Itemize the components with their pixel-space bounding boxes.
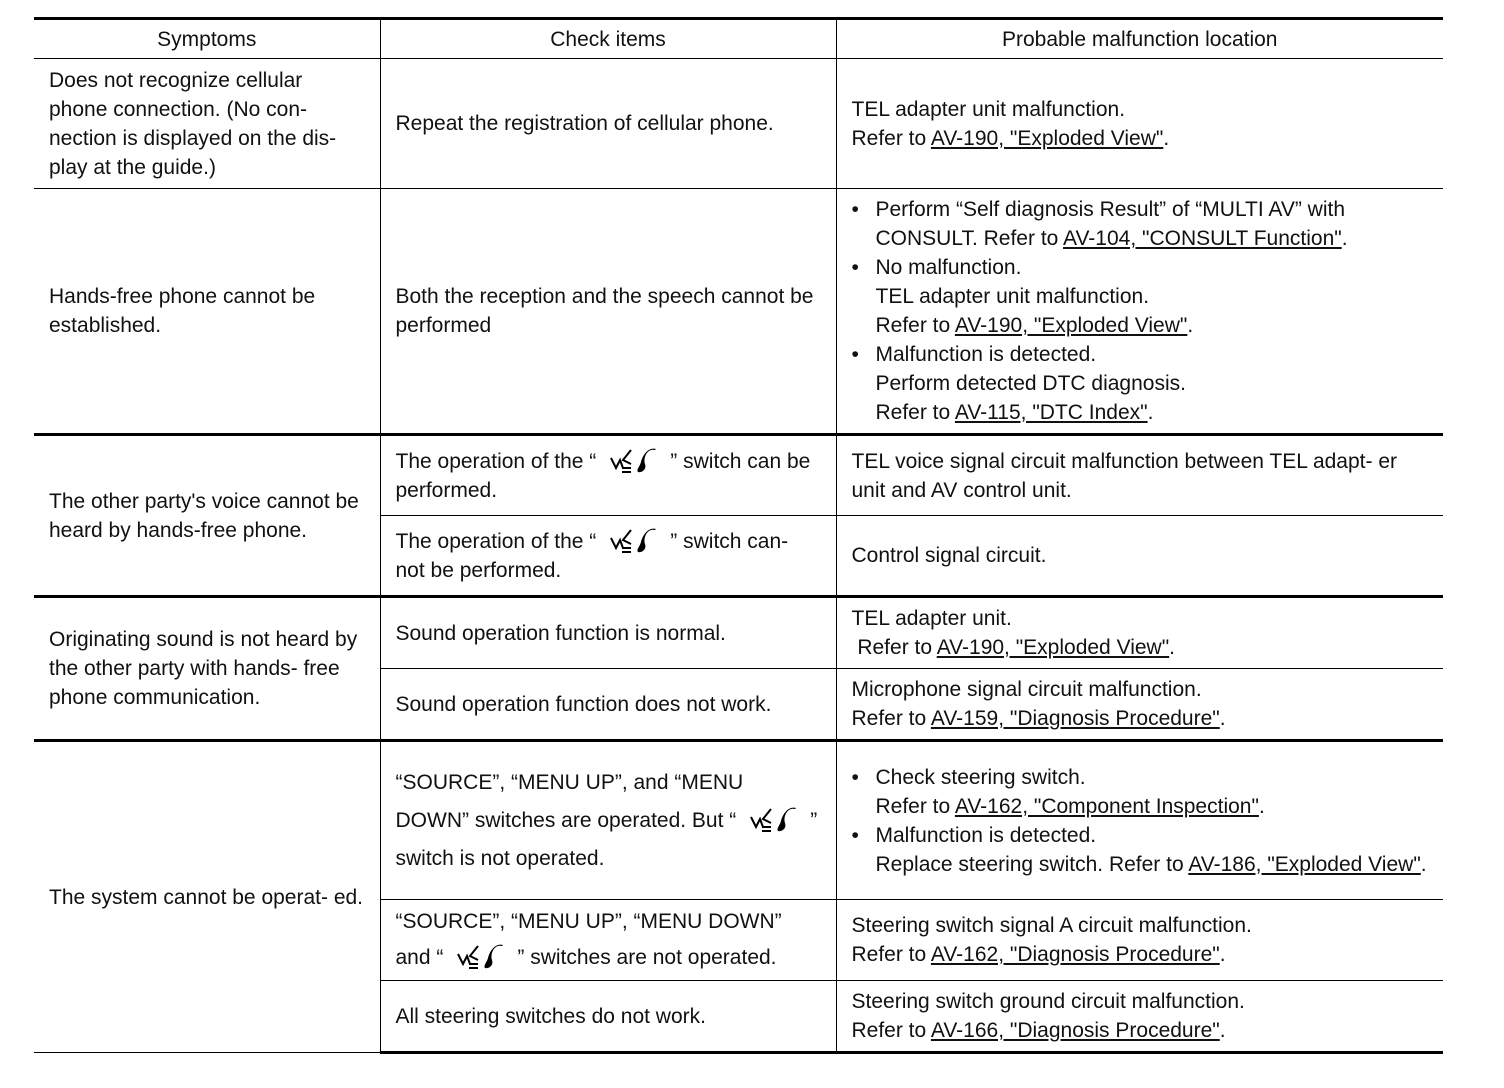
handsfree-talk-icon — [445, 942, 515, 970]
ref-link-av190[interactable]: AV-190, "Exploded View" — [954, 314, 1188, 337]
location-cell: TEL adapter unit. Refer to AV-190, "Exploded View". — [836, 597, 1443, 669]
list-item: • Malfunction is detected. Perform detected DTC diagnosis. Refer to AV-115, "DTC Index". — [852, 340, 1430, 427]
table-row — [34, 189, 1443, 435]
location-cell: Control signal circuit. — [836, 516, 1443, 597]
diagnosis-table — [34, 17, 1443, 1054]
ref-prefix: Refer to — [851, 126, 931, 150]
location-cell: Steering switch ground circuit malfunction. Refer to AV-166, "Diagnosis Procedure". — [836, 981, 1443, 1053]
symptom-cell: The system cannot be operat- ed. — [34, 741, 380, 1053]
ref-link-av104[interactable]: AV-104, "CONSULT Function" — [1063, 227, 1342, 250]
check-cell: “SOURCE”, “MENU UP”, “MENU DOWN” and “ ” switches are not operated. — [380, 900, 836, 981]
location-cell: Microphone signal circuit malfunction. Refer to AV-159, "Diagnosis Procedure". — [836, 669, 1443, 741]
ref-link-av190[interactable]: AV-190, "Exploded View" — [936, 636, 1170, 659]
check-cell: Sound operation function is normal. — [380, 597, 836, 669]
header-malfunction-location: Probable malfunction location — [836, 19, 1443, 59]
ref-link-av162[interactable]: AV-162, "Component Inspection" — [954, 794, 1259, 818]
ref-link-av159[interactable]: AV-159, "Diagnosis Procedure" — [930, 707, 1220, 730]
handsfree-talk-icon — [738, 805, 808, 833]
check-cell: Repeat the registration of cellular phone. — [380, 59, 836, 189]
period: . — [1163, 126, 1170, 150]
symptom-cell: Hands-free phone cannot be established. — [34, 189, 380, 435]
table-row — [34, 435, 1443, 516]
table-row — [34, 741, 1443, 900]
handsfree-talk-icon — [598, 526, 668, 554]
header-check-items: Check items — [380, 19, 836, 59]
ref-link-av162[interactable]: AV-162, "Diagnosis Procedure" — [930, 943, 1220, 966]
check-cell: Both the reception and the speech cannot be performed — [380, 189, 836, 435]
list-item: • No malfunction. TEL adapter unit malfunction. Refer to AV-190, "Exploded View". — [852, 253, 1430, 340]
check-cell: The operation of the “ ” switch can- not be performed. — [380, 516, 836, 597]
location-text: TEL adapter unit malfunction. — [851, 97, 1126, 121]
ref-link-av190[interactable]: AV-190, "Exploded View" — [930, 126, 1164, 150]
check-cell: The operation of the “ ” switch can be performed. — [380, 435, 836, 516]
symptom-cell: Does not recognize cellular phone connection. (No con- nection is displayed on the dis- play at the guide.) — [34, 59, 380, 189]
location-cell — [836, 59, 1443, 189]
check-cell: Sound operation function does not work. — [380, 669, 836, 741]
location-cell — [836, 741, 1443, 900]
ref-link-av166[interactable]: AV-166, "Diagnosis Procedure" — [930, 1019, 1220, 1042]
ref-link-av115[interactable]: AV-115, "DTC Index" — [954, 401, 1148, 424]
symptom-cell: Originating sound is not heard by the other party with hands- free phone communication. — [34, 597, 380, 741]
handsfree-talk-icon — [598, 446, 668, 474]
location-cell — [836, 189, 1443, 435]
list-item: • Malfunction is detected. Replace steering switch. Refer to AV-186, "Exploded View". — [852, 821, 1430, 879]
table-row — [34, 597, 1443, 669]
bullet-list — [852, 763, 1430, 879]
location-cell: Steering switch signal A circuit malfunction. Refer to AV-162, "Diagnosis Procedure". — [836, 900, 1443, 981]
list-item: • Perform “Self diagnosis Result” of “MULTI AV” with CONSULT. Refer to AV-104, "CONSULT Function". — [852, 195, 1430, 253]
symptom-cell: The other party's voice cannot be heard by hands-free phone. — [34, 435, 380, 597]
list-item: • Check steering switch. Refer to AV-162, "Component Inspection". — [852, 763, 1430, 821]
check-cell: All steering switches do not work. — [380, 981, 836, 1053]
header-row — [34, 19, 1443, 59]
header-symptoms: Symptoms — [34, 19, 380, 59]
location-cell: TEL voice signal circuit malfunction between TEL adapt- er unit and AV control unit. — [836, 435, 1443, 516]
bullet-list — [852, 195, 1430, 427]
ref-link-av186[interactable]: AV-186, "Exploded View" — [1188, 852, 1421, 876]
table-row — [34, 59, 1443, 189]
check-cell: “SOURCE”, “MENU UP”, and “MENU DOWN” switches are operated. But “ ” switch is not operated. — [380, 741, 836, 900]
